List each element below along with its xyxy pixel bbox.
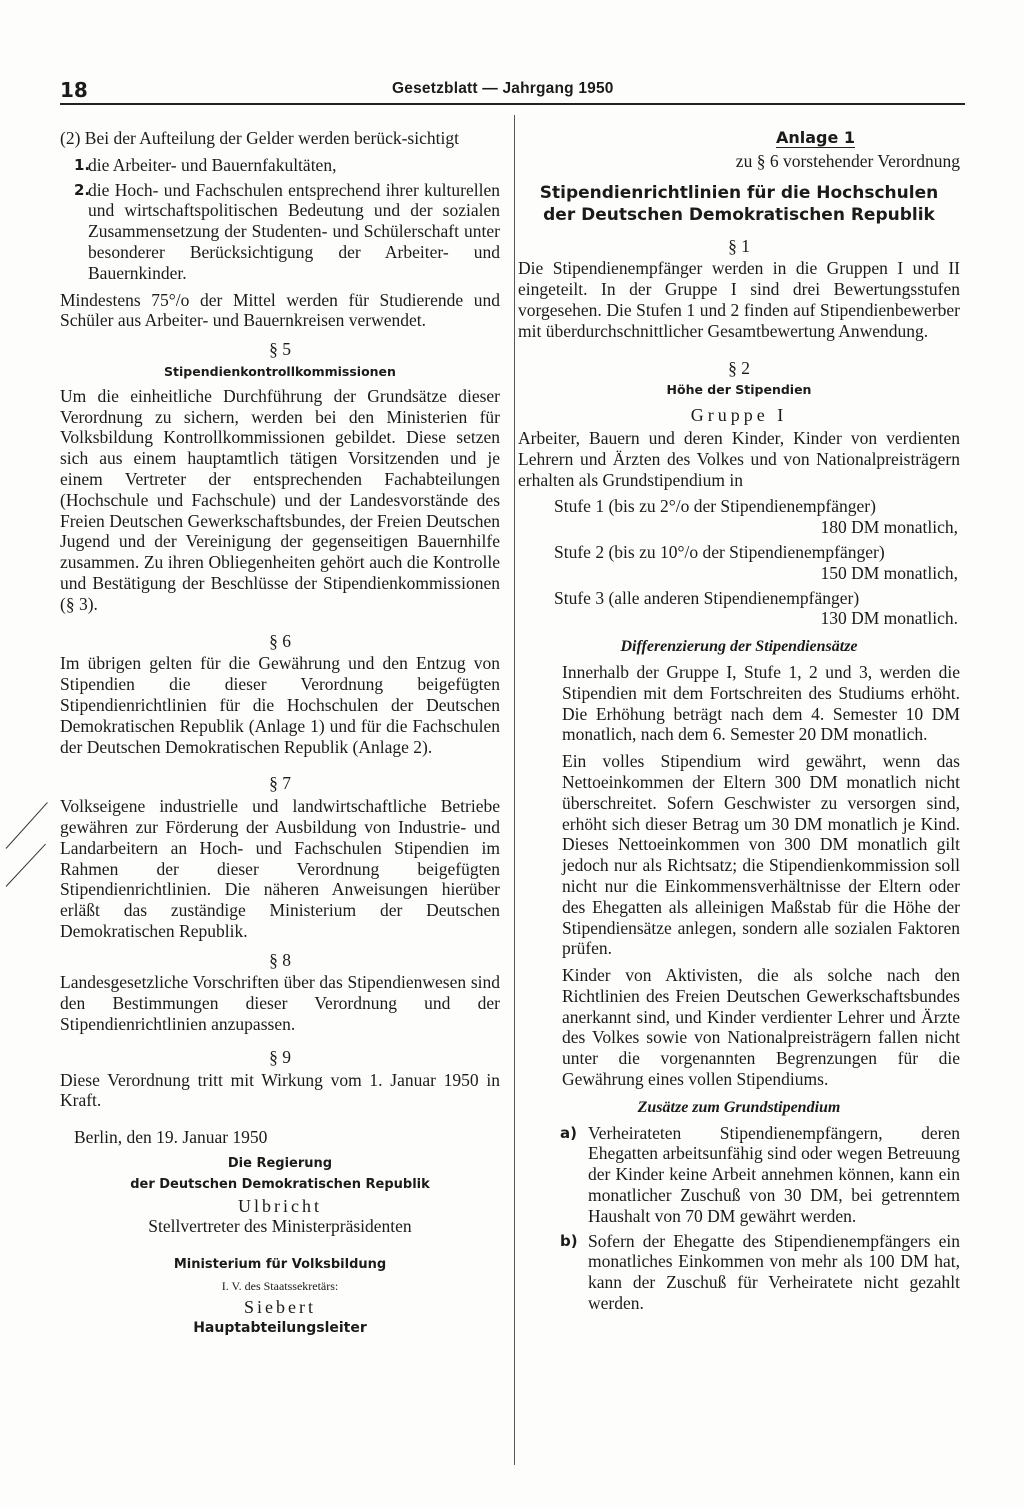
section-number: § 2 [728,357,750,378]
list-label: 1. [74,155,91,174]
list-item [60,180,500,284]
full-stipend-text: Ein volles Stipendium wird gewährt, wenn das Nettoeinkommen der Eltern 300 DM monatlich nicht überschreitet. Sofern Geschwister zu versorgen sind, erhöht sich dieser Betrag um 30 DM monatlich je Kind. Dieses Nettoeinkommen von 300 DM monatlich gilt jedoch nur als Richtsatz; die Stipendienkommission soll nicht nur die Einkommensverhältnisse der Eltern oder des Ehegatten als alleinigen Maßstab für die Höhe der Stipendiensätze anlegen, sondern alle sozialen Faktoren prüfen. [562,751,960,959]
section-number: § 5 [269,339,291,360]
activists-text: Kinder von Aktivisten, die als solche nach den Richtlinien des Freien Deutschen Gewerkschaftsbundes anerkannt sind, und Kinder verdienter Lehrer und Ärzte des Volkes sowie von Nationalpreisträgern fallen nicht unter die vorgenannten Begrenzungen für die Gewährung eines vollen Stipendiums. [562,965,960,1090]
guidelines-heading-line: der Deutschen Demokratischen Republik [543,204,935,225]
mindestens-paragraph: Mindestens 75°/o der Mittel werden für Studierende und Schüler aus Arbeiter- und Bauernkreisen verwendet. [60,289,500,331]
guidelines-heading [518,182,960,226]
signature-name: Ulbricht [238,1195,322,1216]
signature-role: Hauptabteilungsleiter [193,1319,367,1336]
section-number: § 9 [269,1046,291,1067]
list-text: die Arbeiter- und Bauernfakultäten, [88,154,337,175]
running-title: Gesetzblatt — Jahrgang 1950 [392,80,614,97]
annex-reference: zu § 6 vorstehender Verordnung [735,150,960,171]
level-amount: 150 DM monatlich, [820,562,958,583]
intro-paragraph: (2) Bei der Aufteilung der Gelder werden berück-sichtigt [60,128,459,148]
differentiation-heading: Differenzierung der Stipendiensätze [620,638,858,656]
annex-title-text: Anlage 1 [775,128,855,147]
signature-role: Stellvertreter des Ministerpräsidenten [148,1216,412,1237]
section-number: § 1 [728,235,750,256]
section-9-text: Diese Verordnung tritt mit Wirkung vom 1. Januar 1950 in Kraft. [60,1069,500,1111]
level-amount: 180 DM monatlich, [820,517,958,538]
annex-title [518,128,960,149]
section-number: § 8 [269,949,291,970]
header-rule [60,103,965,105]
date-line: Berlin, den 19. Januar 1950 [74,1127,268,1148]
level-text: Stufe 3 (alle anderen Stipendienempfänger) [554,587,860,608]
list-item [560,1123,960,1227]
list-text: Sofern der Ehegatte des Stipendienempfängers ein monatliches Einkommen von mehr als 100 DM hat, kann der Zuschuß für Verheiratete nicht gezahlt werden. [588,1230,960,1314]
signature-note: I. V. des Staatssekretärs: [221,1279,339,1294]
section-7-text: Volkseigene industrielle und landwirtschaftliche Betriebe gewähren zur Förderung der Ausbildung von Industrie- und Landarbeitern an Hoch- und Fachschulen Stipendien im Rahmen der dieser Verordnung beigefügten Stipendienrichtlinien. Die näheren Anweisungen hierüber erläßt das zuständige Ministerium der Deutschen Demokratischen Republik. [60,796,500,941]
level-amount: 130 DM monatlich. [820,608,958,629]
signature-org: der Deutschen Demokratischen Republik [130,1176,430,1192]
list-label: a) [560,1123,577,1142]
list-label: 2. [74,180,91,199]
section-title: Höhe der Stipendien [666,382,812,398]
group-heading: Gruppe I [690,405,788,426]
differentiation-text: Innerhalb der Gruppe I, Stufe 1, 2 und 3, werden die Stipendien mit dem Fortschreiten des Studiums erhöht. Die Erhöhung beträgt nach dem 4. Semester 10 DM monatlich, nach dem 6. Semester 20 DM monatlich. [562,661,960,745]
signature-ministry [60,1255,500,1338]
signature-org: Ministerium für Volksbildung [173,1257,387,1273]
section-1-text: Die Stipendienempfänger werden in die Gruppen I und II eingeteilt. In der Gruppe I sind drei Bewertungsstufen vorgesehen. Die Stufen 1 und 2 finden auf Stipendienbewerber mit überdurchschnittlicher Gesamtbewertung Anwendung. [518,258,960,341]
section-title: Stipendienkontrollkommissionen [164,363,396,379]
list-text: die Hoch- und Fachschulen entsprechend ihrer kulturellen und wirtschaftspolitischen Bedeutung und der sozialen Zusammensetzung der Studenten- und Schülerschaft unter besonderer Berücksichtigung der Arbeiter- und Bauernkinder. [88,179,500,283]
column-divider [514,115,515,1465]
section-number: § 7 [269,773,291,794]
stipend-levels [518,496,960,629]
signature-government [60,1154,500,1237]
list-item [560,1231,960,1314]
list-label: b) [560,1231,578,1250]
left-column [60,128,500,1338]
supplements-heading: Zusätze zum Grundstipendium [637,1098,841,1116]
level-text: Stufe 1 (bis zu 2°/o der Stipendienempfänger) [554,496,876,517]
differentiation-block [518,662,960,1090]
signature-name: Siebert [244,1296,316,1317]
signature-org: Die Regierung [227,1156,333,1172]
level-text: Stufe 2 (bis zu 10°/o der Stipendienempfänger) [554,541,885,562]
section-8-text: Landesgesetzliche Vorschriften über das Stipendienwesen sind den Bestimmungen dieser Verordnung und der Stipendienrichtlinien anzupassen. [60,972,500,1035]
section-6-text: Im übrigen gelten für die Gewährung und den Entzug von Stipendien die dieser Verordnung beigefügten Stipendienrichtlinien für die Hochschulen der Deutschen Demokratischen Republik (Anlage 1) und für die Fachschulen der Deutschen Demokratischen Republik (Anlage 2). [60,653,500,757]
margin-pen-stroke [6,802,48,849]
list-item [60,155,500,176]
page-number: 18 [60,78,88,102]
allocation-list [60,155,500,284]
supplements-list [518,1123,960,1314]
group-text: Arbeiter, Bauern und deren Kinder, Kinder von verdienten Lehrern und Ärzten des Volkes und von Nationalpreisträgern erhalten als Grundstipendium in [518,427,960,490]
section-number: § 6 [269,630,291,651]
page-header [60,78,965,102]
section-5-text: Um die einheitliche Durchführung der Grundsätze dieser Verordnung zu sichern, werden bei den Ministerien für Volksbildung Kontrollkommissionen gebildet. Diese setzen sich aus einem hauptamtlich tätigen Vorsitzenden und je einem Vertreter der entsprechenden Fachabteilungen (Hochschule und Fachschule) und der Landesvorstände des Freien Deutschen Gewerkschaftsbundes, der Freien Deutschen Jugend und der Vereinigung der gegenseitigen Bauernhilfe zusammen. Zu ihren Obliegenheiten gehört auch die Kontrolle und Bestätigung der Beschlüsse der Stipendienkommissionen (§ 3). [60,385,500,614]
right-column [518,128,960,1320]
guidelines-heading-line: Stipendienrichtlinien für die Hochschulen [539,182,939,203]
margin-pen-stroke [6,844,46,887]
list-text: Verheirateten Stipendienempfängern, deren Ehegatten arbeitsunfähig sind oder wegen Betreuung der Kinder keine Arbeit annehmen können, kann ein monatlicher Zuschuß von 30 DM, bei getrenntem Haushalt von 70 DM gewährt werden. [588,1122,960,1226]
